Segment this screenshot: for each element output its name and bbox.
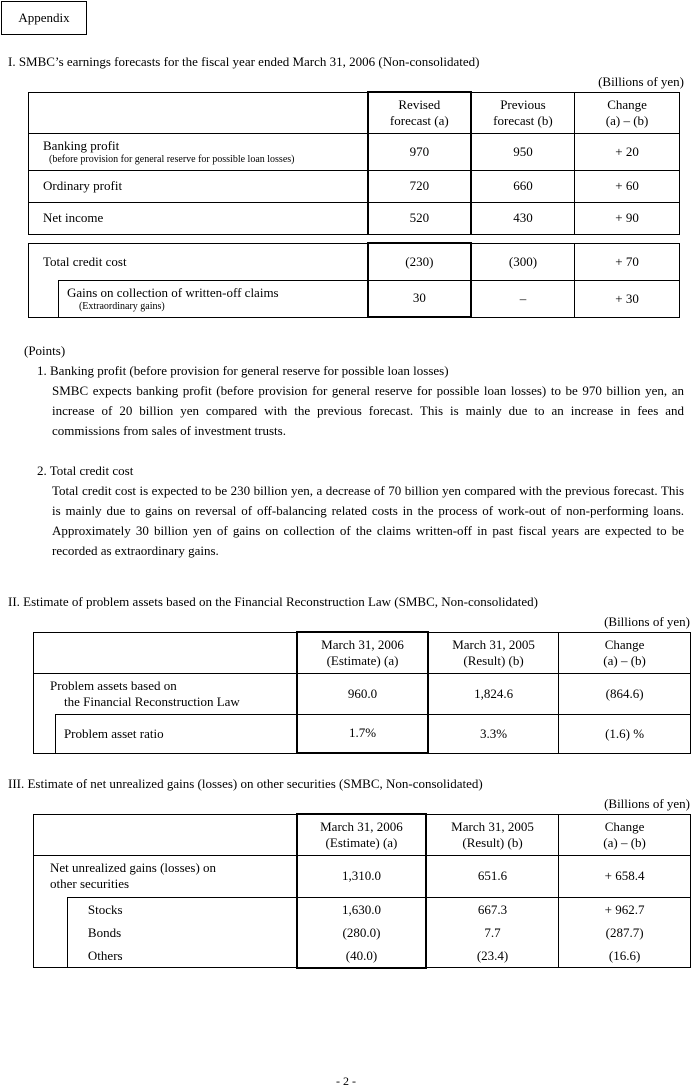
cell-a-bonds: (280.0) xyxy=(342,924,381,940)
table-row xyxy=(29,202,680,234)
cell-b: 3.3% xyxy=(428,714,559,753)
section3-title: III. Estimate of net unrealized gains (losses) on other securities (SMBC, Non-consolidated) xyxy=(8,776,483,791)
header-empty xyxy=(29,92,368,133)
cell-b-others: (23.4) xyxy=(476,947,509,963)
subrow-label-bonds: Bonds xyxy=(87,924,122,940)
points-section xyxy=(24,341,684,561)
header-change: Change (a) – (b) xyxy=(559,632,691,673)
credit-cost-table xyxy=(28,242,680,318)
cell-a-others: (40.0) xyxy=(345,947,378,963)
cell-c: + 30 xyxy=(575,280,680,317)
cell-c: (864.6) xyxy=(559,673,691,714)
page-number: - 2 - xyxy=(336,1074,356,1088)
cell-b: 660 xyxy=(471,170,575,202)
point-2-body: Total credit cost is expected to be 230 billion yen, a decrease of 70 billion yen compared with the previous forecast. This is mainly due to gains on reversal of off-balancing related costs in the process of work-out of non-performing loans. Approximately 30 billion yen of gains on collection of the claims written-off in past fiscal years are expected to be recorded as extraordinary gains. xyxy=(52,483,684,558)
cell-b: – xyxy=(471,280,575,317)
row-label: Net income xyxy=(29,202,368,234)
table-row xyxy=(29,280,680,317)
row-label: Ordinary profit xyxy=(29,170,368,202)
section2-title: II. Estimate of problem assets based on the Financial Reconstruction Law (SMBC, Non-consolidated) xyxy=(8,594,538,609)
header-change: Change (a) – (b) xyxy=(575,92,680,133)
cell-a: 960.0 xyxy=(297,673,428,714)
cell-c: + 20 xyxy=(575,133,680,170)
cell-c: + 90 xyxy=(575,202,680,234)
cell-a: 30 xyxy=(368,280,471,317)
earnings-forecast-table xyxy=(28,91,680,235)
cell-b: 1,824.6 xyxy=(428,673,559,714)
row-label: Net unrealized gains (losses) on xyxy=(50,860,217,875)
subrow-label-others: Others xyxy=(87,947,123,963)
cell-c: + 658.4 xyxy=(559,855,691,897)
points-heading: (Points) xyxy=(24,343,66,358)
point-1-title: 1. Banking profit (before provision for general reserve for possible loan losses) xyxy=(37,363,449,378)
header-result: March 31, 2005 (Result) (b) xyxy=(426,814,559,855)
cell-a: 520 xyxy=(368,202,471,234)
cell-b-stocks: 667.3 xyxy=(477,901,508,917)
cell-a: (230) xyxy=(368,243,471,280)
table-row xyxy=(29,170,680,202)
appendix-label: Appendix xyxy=(1,1,87,35)
row-label: Gains on collection of written-off claims xyxy=(66,285,279,300)
cell-a: 1,310.0 xyxy=(297,855,426,897)
row-label: Total credit cost xyxy=(29,243,368,280)
row-sublabel: (before provision for general reserve for possible loan losses) xyxy=(49,154,295,165)
header-estimate: March 31, 2006 (Estimate) (a) xyxy=(297,632,428,673)
cell-b: (300) xyxy=(471,243,575,280)
table-row xyxy=(34,673,691,714)
point-1-body: SMBC expects banking profit (before provision for general reserve for possible loan losses) to be 970 billion yen, an increase of 20 billion yen compared with the previous forecast. This is mainly due to an increase in fees and commissions from sales of investment trusts. xyxy=(52,383,684,438)
cell-a-stocks: 1,630.0 xyxy=(341,901,381,917)
cell-c: + 60 xyxy=(575,170,680,202)
cell-a: 720 xyxy=(368,170,471,202)
table-row xyxy=(29,133,680,170)
cell-c-stocks: + 962.7 xyxy=(604,901,645,917)
row-label-cont: other securities xyxy=(50,876,130,891)
table-row xyxy=(34,855,691,897)
cell-c: + 70 xyxy=(575,243,680,280)
row-label-cont: the Financial Reconstruction Law xyxy=(64,693,240,709)
header-change: Change (a) – (b) xyxy=(559,814,691,855)
row-sublabel: (Extraordinary gains) xyxy=(78,301,165,312)
header-estimate: March 31, 2006 (Estimate) (a) xyxy=(297,814,426,855)
section1-unit: (Billions of yen) xyxy=(598,74,684,89)
subrow-label-stocks: Stocks xyxy=(87,901,123,917)
cell-b: 651.6 xyxy=(426,855,559,897)
row-label: Problem asset ratio xyxy=(55,714,297,753)
unrealized-gains-table xyxy=(33,813,691,969)
cell-a: 970 xyxy=(368,133,471,170)
table-row xyxy=(34,897,691,968)
cell-c-bonds: (287.7) xyxy=(605,924,644,940)
cell-b: 950 xyxy=(471,133,575,170)
header-empty xyxy=(34,632,298,673)
section1-title: I. SMBC’s earnings forecasts for the fiscal year ended March 31, 2006 (Non-consolidated) xyxy=(8,54,480,69)
problem-assets-table xyxy=(33,631,691,754)
row-label: Banking profit xyxy=(43,138,120,153)
table-row xyxy=(29,243,680,280)
header-empty xyxy=(34,814,298,855)
cell-c: (1.6) % xyxy=(559,714,691,753)
cell-a: 1.7% xyxy=(297,714,428,753)
cell-c-others: (16.6) xyxy=(608,947,641,963)
section3-unit: (Billions of yen) xyxy=(604,796,690,811)
table-row xyxy=(34,714,691,753)
point-2-title: 2. Total credit cost xyxy=(37,463,134,478)
cell-b: 430 xyxy=(471,202,575,234)
header-revised: Revised forecast (a) xyxy=(368,92,471,133)
cell-b-bonds: 7.7 xyxy=(484,924,501,940)
section2-unit: (Billions of yen) xyxy=(604,614,690,629)
row-label: Problem assets based on xyxy=(50,677,177,693)
header-previous: Previous forecast (b) xyxy=(471,92,575,133)
header-result: March 31, 2005 (Result) (b) xyxy=(428,632,559,673)
